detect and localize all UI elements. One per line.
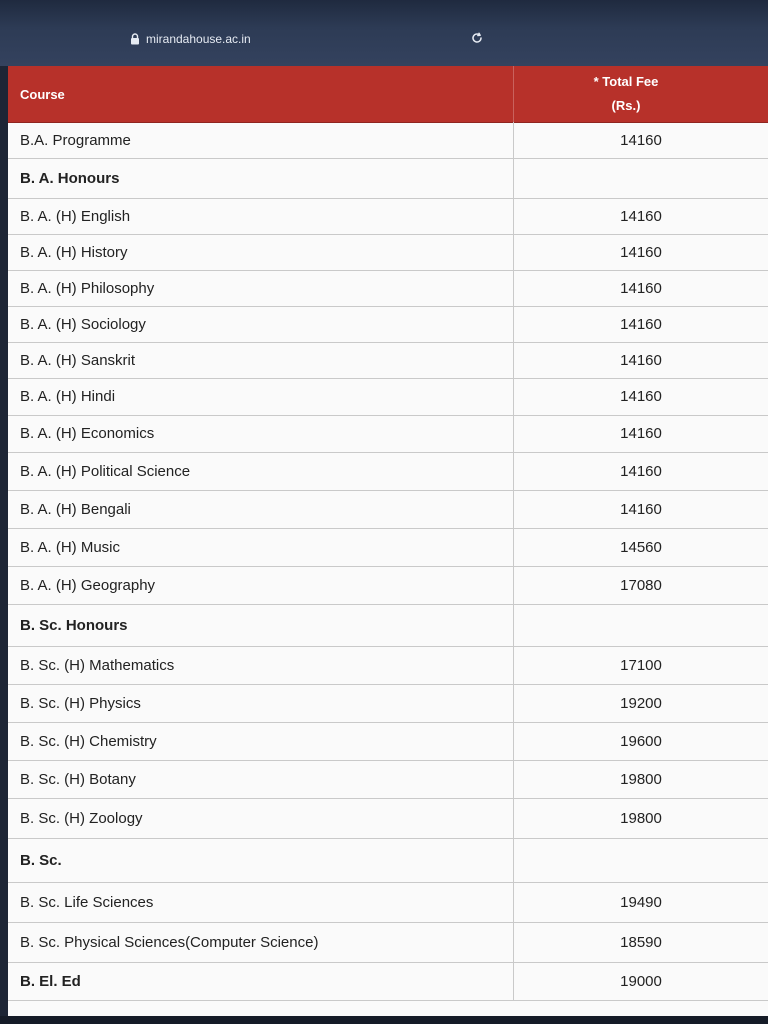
fee-cell: 14160 — [620, 243, 662, 261]
section-row — [8, 838, 768, 883]
course-cell: B. A. (H) Geography — [8, 566, 514, 604]
table-row — [8, 722, 768, 761]
fee-cell: 14560 — [620, 538, 662, 556]
fee-cell: 14160 — [620, 388, 662, 405]
course-cell: B. A. (H) History — [8, 234, 514, 270]
table-row — [8, 234, 768, 271]
reload-icon[interactable] — [470, 31, 484, 45]
table-row — [8, 378, 768, 416]
course-cell: B. A. (H) Sociology — [8, 306, 514, 342]
table-row — [8, 566, 768, 605]
table-row — [8, 270, 768, 307]
course-cell: B. Sc. Honours — [8, 604, 514, 646]
fee-cell: 14160 — [620, 279, 662, 297]
table-header-row — [8, 66, 768, 123]
table-row — [8, 922, 768, 963]
table-row — [8, 122, 768, 159]
fee-cell: 19800 — [620, 809, 662, 827]
fee-cell: 19490 — [620, 893, 662, 911]
course-cell: B. A. (H) English — [8, 198, 514, 234]
course-cell: B.A. Programme — [8, 122, 514, 158]
fee-cell: 14160 — [620, 462, 662, 480]
fee-cell — [514, 838, 768, 882]
course-cell: B. A. (H) Hindi — [8, 378, 514, 415]
course-cell: B. Sc. (H) Mathematics — [8, 646, 514, 684]
web-page — [8, 66, 768, 1016]
fee-cell: 19600 — [620, 732, 662, 750]
fee-cell: 14160 — [620, 500, 662, 518]
fee-cell: 14160 — [620, 351, 662, 369]
course-cell: B. A. (H) Music — [8, 528, 514, 566]
fee-cell: 14160 — [620, 131, 662, 149]
table-row — [8, 490, 768, 529]
fee-cell: 19000 — [620, 972, 662, 990]
course-cell: B. A. (H) Philosophy — [8, 270, 514, 306]
fee-cell: 19800 — [620, 770, 662, 788]
fee-cell: 14160 — [620, 425, 662, 442]
table-row — [8, 452, 768, 491]
table-row — [8, 342, 768, 379]
table-row — [8, 646, 768, 685]
course-cell: B. Sc. (H) Zoology — [8, 798, 514, 838]
section-row — [8, 158, 768, 199]
browser-address-bar — [0, 0, 768, 66]
table-row — [8, 415, 768, 453]
course-cell: B. Sc. (H) Botany — [8, 760, 514, 798]
screen-bottom-edge — [0, 1016, 768, 1024]
url-text: mirandahouse.ac.in — [146, 32, 251, 46]
url-field[interactable] — [130, 30, 251, 48]
fee-cell: 14160 — [620, 207, 662, 225]
course-cell: B. Sc. (H) Chemistry — [8, 722, 514, 760]
table-row — [8, 882, 768, 923]
column-header-total-fee — [514, 66, 768, 122]
section-row — [8, 604, 768, 647]
lock-icon — [130, 33, 140, 45]
course-cell: B. Sc. (H) Physics — [8, 684, 514, 722]
course-cell: B. A. (H) Sanskrit — [8, 342, 514, 378]
course-cell: B. Sc. Life Sciences — [8, 882, 514, 922]
section-row — [8, 962, 768, 1001]
total-fee-label: * Total Fee — [593, 74, 659, 89]
fee-cell — [514, 158, 768, 198]
fee-cell: 14160 — [620, 315, 662, 333]
fee-cell: 18590 — [620, 933, 662, 951]
table-row — [8, 798, 768, 839]
table-row — [8, 306, 768, 343]
total-fee-unit: (Rs.) — [611, 98, 641, 113]
fee-cell: 17100 — [620, 656, 662, 674]
course-cell: B. A. (H) Bengali — [8, 490, 514, 528]
course-cell: B. Sc. Physical Sciences(Computer Science) — [8, 922, 514, 962]
course-cell: B. A. (H) Economics — [8, 415, 514, 452]
course-cell: B. A. Honours — [8, 158, 514, 198]
table-row — [8, 760, 768, 799]
course-cell: B. A. (H) Political Science — [8, 452, 514, 490]
fee-cell: 19200 — [620, 694, 662, 712]
course-cell: B. Sc. — [8, 838, 514, 882]
course-cell: B. El. Ed — [8, 962, 514, 1000]
table-row — [8, 198, 768, 235]
table-row — [8, 684, 768, 723]
fee-cell — [514, 604, 768, 646]
fee-cell: 17080 — [620, 576, 662, 594]
column-header-course: Course — [8, 66, 514, 122]
table-row — [8, 528, 768, 567]
